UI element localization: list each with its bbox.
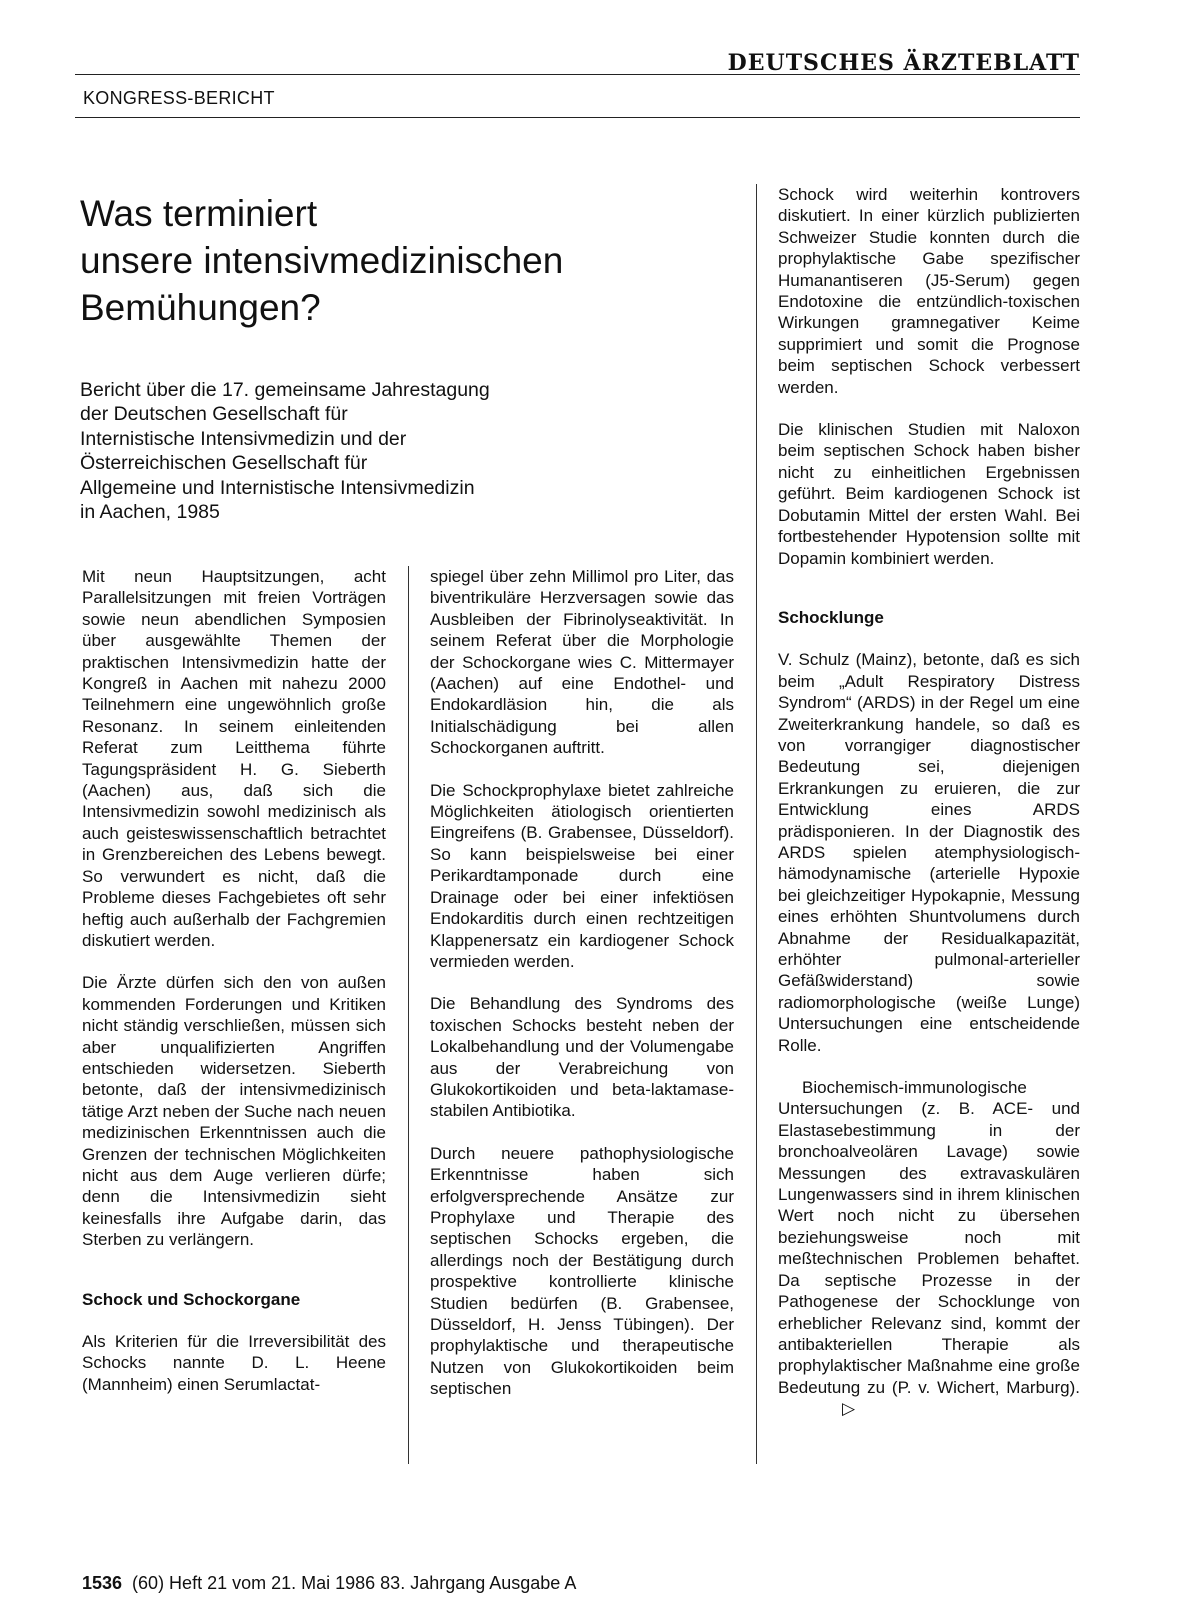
subtitle-line: Bericht über die 17. gemeinsame Jahrestagung: [80, 379, 490, 401]
paragraph: V. Schulz (Mainz), betonte, daß es sich beim „Adult Respiratory Distress Syndrom“ (ARDS) in der Regel um eine Zweiterkrankung handele, so daß es von vorrangiger diagnostischer Bedeutung sei, diejenigen Erkrankungen zu eruieren, die zur Entwicklung eines ARDS prädisponieren. In der Diagnostik des ARDS spielen atemphysiologisch-hämodynamische (arterielle Hypoxie bei gleichzeitiger Hypokapnie, Messung eines erhöhten Shuntvolumens durch Abnahme der Residualkapazität, erhöhter pulmonal-arterieller Gefäßwiderstand) sowie radiomorphologische (weiße Lunge) Untersuchungen eine entscheidende Rolle.: [778, 650, 1080, 1055]
paragraph: Durch neuere pathophysiologische Erkenntnisse haben sich erfolgversprechende Ansätze zur Prophylaxe und Therapie des septischen Schocks ergeben, die allerdings noch der Bestätigung durch prospektive kontrollierte klinische Studien bedürfen (B. Grabensee, Düsseldorf, H. Jenss Tübingen). Der prophylaktische und therapeutische Nutzen von Glukokortikoiden beim septischen: [430, 1143, 734, 1399]
paragraph: spiegel über zehn Millimol pro Liter, das biventrikuläre Herzversagen sowie das Ausbleiben der Fibrinolyseaktivität. In seinem Referat über die Morphologie der Schockorgane wies C. Mittermayer (Aachen) auf eine Endothel- und Endokardläsion hin, die als Initialschädigung bei allen Schockorganen auftritt.: [430, 567, 734, 758]
text-column-1: [82, 566, 386, 1416]
paragraph: Als Kriterien für die Irreversibilität des Schocks nannte D. L. Heene (Mannheim) einen Serumlactat-: [82, 1332, 386, 1394]
masthead-rule: [75, 74, 1080, 75]
subtitle-line: der Deutschen Gesellschaft für: [80, 403, 348, 426]
paragraph-text: Biochemisch-immunologische Untersuchungen (z. B. ACE- und Elastasebestimmung in der bronchoalveolären Lavage) sowie Messungen des extravaskulären Lungenwassers sind in ihrem klinischen Wert noch nicht zu übersehen beziehungsweise noch mit meßtechnischen Problemen behaftet. Da septische Prozesse in der Pathogenese der Schocklunge von erheblicher Relevanz sind, kommt der antibakteriellen Therapie als prophylaktischer Maßnahme eine große Bedeutung zu (P. v. Wichert, Marburg).: [778, 1078, 1080, 1397]
paragraph: Die Ärzte dürfen sich den von außen kommenden Forderungen und Kritiken nicht ständig verschließen, müssen sich aber unqualifizierten Angriffen entschieden widersetzen. Sieberth betonte, daß der intensivmedizinisch tätige Arzt neben der Suche nach neuen medizinischen Erkenntnissen auch die Grenzen der technischen Möglichkeiten nicht aus dem Auge verlieren dürfe; denn die Intensivmedizin sieht keinesfalls ihre Aufgabe darin, das Sterben zu verlängern.: [82, 973, 386, 1250]
text-column-2: [430, 566, 734, 1421]
paragraph: Die Schockprophylaxe bietet zahlreiche Möglichkeiten ätiologisch orientierten Eingreifens (B. Grabensee, Düsseldorf). So kann beispielsweise bei einer Perikardtamponade durch eine Drainage oder bei einer infektiösen Endokarditis durch einen rechtzeitigen Klappenersatz ein kardiogener Schock vermieden werden.: [430, 780, 734, 971]
title-line: Bemühungen?: [80, 287, 321, 328]
section-heading: Schocklunge: [778, 607, 884, 627]
paragraph: Die Behandlung des Syndroms des toxischen Schocks besteht neben der Lokalbehandlung und der Volumengabe aus der Verabreichung von Glukokortikoiden und beta-laktamase-stabilen Antibiotika.: [430, 994, 734, 1121]
paragraph: [778, 1077, 1080, 1420]
paragraph: Mit neun Hauptsitzungen, acht Parallelsitzungen mit freien Vorträgen sowie neun abendlichen Symposien über ausgewählte Themen der praktischen Intensivmedizin hatte der Kongreß in Aachen mit nahezu 2000 Teilnehmern eine ungewöhnlich große Resonanz. In seinem einleitenden Referat zum Leitthema führte Tagungspräsident H. G. Sieberth (Aachen) aus, daß sich die Intensivmedizin sowohl medizinisch als auch geisteswissenschaftlich betrachtet in Grenzbereichen des Lebens bewegt. So verwundert es nicht, daß die Probleme dieses Fachgebietes oft sehr heftig auch außerhalb der Fachgremien diskutiert werden.: [82, 567, 386, 950]
subtitle-line: Internistische Intensivmedizin und der: [80, 427, 407, 450]
subtitle-line: Allgemeine und Internistische Intensivmedizin: [80, 476, 475, 499]
paragraph: Die klinischen Studien mit Naloxon beim septischen Schock haben bisher nicht zu einheitlichen Ergebnissen geführt. Beim kardiogenen Schock ist Dobutamin Mittel der ersten Wahl. Bei fortbestehender Hypotension sollte mit Dopamin kombiniert werden.: [778, 420, 1080, 568]
page-footer: [82, 1573, 576, 1594]
issue-info: (60) Heft 21 vom 21. Mai 1986 83. Jahrgang Ausgabe A: [132, 1573, 577, 1593]
subtitle-line: in Aachen, 1985: [80, 501, 220, 524]
article-subtitle: [80, 378, 600, 524]
continue-arrow-icon: ▷: [842, 1399, 856, 1419]
page-number: 1536: [82, 1573, 123, 1593]
masthead: DEUTSCHES ÄRZTEBLATT: [727, 50, 1080, 76]
column-divider: [756, 184, 757, 1464]
text-column-3: [778, 184, 1080, 1441]
article-title: [80, 190, 640, 331]
subtitle-line: Österreichischen Gesellschaft für: [80, 452, 368, 475]
title-line: Was terminiert: [80, 193, 318, 234]
section-heading: Schock und Schockorgane: [82, 1289, 301, 1309]
title-line: unsere intensivmedizinischen: [80, 240, 564, 281]
column-divider: [408, 566, 409, 1464]
section-label: KONGRESS-BERICHT: [83, 88, 275, 108]
paragraph: Schock wird weiterhin kontrovers diskutiert. In einer kürzlich publizierten Schweizer Studie konnten durch die prophylaktische Gabe spezifischer Humanantiseren (J5-Serum) gegen Endotoxine die entzündlich-toxischen Wirkungen gramnegativer Keime supprimiert und somit die Prognose beim septischen Schock verbessert werden.: [778, 185, 1080, 397]
section-rule: [75, 117, 1080, 118]
